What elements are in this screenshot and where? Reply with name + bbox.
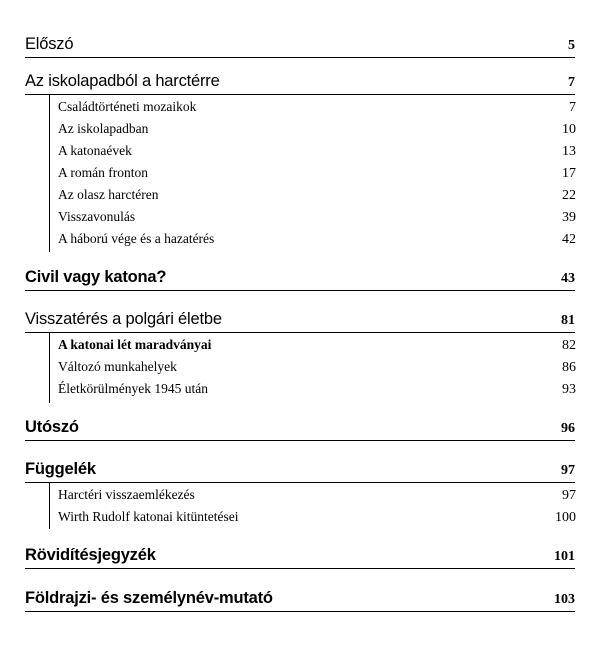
- toc-chapter: [25, 418, 575, 441]
- chapter-page-number: 43: [561, 271, 575, 286]
- chapter-page-number: 5: [568, 38, 575, 53]
- chapter-title: Függelék: [25, 460, 96, 478]
- toc-chapter: [25, 35, 575, 58]
- chapter-page-number: 101: [554, 549, 575, 564]
- subsection-page-number: 17: [562, 166, 576, 181]
- toc-subsection[interactable]: [50, 165, 576, 182]
- subsection-title: Visszavonulás: [58, 209, 136, 224]
- toc-chapter: [25, 268, 575, 291]
- subsection-title: Wirth Rudolf katonai kitüntetései: [58, 509, 239, 524]
- toc-subsection[interactable]: [50, 231, 576, 248]
- subsection-page-number: 93: [562, 382, 576, 397]
- chapter-title: Civil vagy katona?: [25, 268, 167, 286]
- chapter-title: Előszó: [25, 35, 74, 53]
- subsection-title: A háború vége és a hazatérés: [58, 231, 215, 246]
- toc-subsection-list: [49, 483, 576, 529]
- chapter-page-number: 103: [554, 592, 575, 607]
- toc-subsection[interactable]: [50, 487, 576, 504]
- subsection-title: A román fronton: [58, 165, 148, 180]
- chapter-rule: [25, 440, 575, 441]
- toc-chapter: [25, 589, 575, 612]
- subsection-page-number: 82: [562, 338, 576, 353]
- subsection-title: Családtörténeti mozaikok: [58, 99, 197, 114]
- chapter-page-number: 81: [561, 313, 575, 328]
- subsection-title: A katonai lét maradványai: [58, 337, 212, 352]
- toc-subsection[interactable]: [50, 121, 576, 138]
- chapter-title: Visszatérés a polgári életbe: [25, 310, 222, 328]
- subsection-page-number: 7: [569, 100, 576, 115]
- subsection-page-number: 39: [562, 210, 576, 225]
- toc-chapter: [25, 546, 575, 569]
- toc-chapter-row[interactable]: [25, 310, 575, 329]
- chapter-rule: [25, 290, 575, 291]
- toc-subsection[interactable]: [50, 209, 576, 226]
- toc-subsection[interactable]: [50, 99, 576, 116]
- subsection-page-number: 100: [555, 510, 576, 525]
- chapter-page-number: 97: [561, 463, 575, 478]
- chapter-rule: [25, 57, 575, 58]
- toc-chapter-row[interactable]: [25, 460, 575, 479]
- subsection-page-number: 42: [562, 232, 576, 247]
- chapter-rule: [25, 568, 575, 569]
- chapter-title: Rövidítésjegyzék: [25, 546, 156, 564]
- subsection-page-number: 22: [562, 188, 576, 203]
- toc-chapter: [25, 460, 575, 483]
- toc-subsection[interactable]: [50, 187, 576, 204]
- chapter-title: Az iskolapadból a harctérre: [25, 72, 220, 90]
- toc-chapter-row[interactable]: [25, 418, 575, 437]
- subsection-title: Életkörülmények 1945 után: [58, 381, 208, 396]
- toc-chapter-row[interactable]: [25, 268, 575, 287]
- toc-chapter-row[interactable]: [25, 35, 575, 54]
- toc-chapter-row[interactable]: [25, 546, 575, 565]
- toc-subsection[interactable]: [50, 359, 576, 376]
- toc-chapter-row[interactable]: [25, 72, 575, 91]
- subsection-title: A katonaévek: [58, 143, 132, 158]
- toc-subsection[interactable]: [50, 143, 576, 160]
- subsection-page-number: 10: [562, 122, 576, 137]
- chapter-page-number: 7: [568, 75, 575, 90]
- chapter-page-number: 96: [561, 421, 575, 436]
- chapter-rule: [25, 611, 575, 612]
- toc-chapter-row[interactable]: [25, 589, 575, 608]
- toc-subsection[interactable]: [50, 509, 576, 526]
- toc-subsection[interactable]: [50, 337, 576, 354]
- chapter-title: Földrajzi- és személynév-mutató: [25, 589, 273, 607]
- subsection-title: Az olasz harctéren: [58, 187, 159, 202]
- toc-chapter: [25, 72, 575, 95]
- chapter-title: Utószó: [25, 418, 79, 436]
- subsection-title: Harctéri visszaemlékezés: [58, 487, 195, 502]
- subsection-title: Változó munkahelyek: [58, 359, 177, 374]
- subsection-title: Az iskolapadban: [58, 121, 149, 136]
- toc-subsection-list: [49, 333, 576, 403]
- subsection-page-number: 97: [562, 488, 576, 503]
- subsection-page-number: 86: [562, 360, 576, 375]
- toc-subsection-list: [49, 95, 576, 252]
- toc-subsection[interactable]: [50, 381, 576, 398]
- subsection-page-number: 13: [562, 144, 576, 159]
- toc-chapter: [25, 310, 575, 333]
